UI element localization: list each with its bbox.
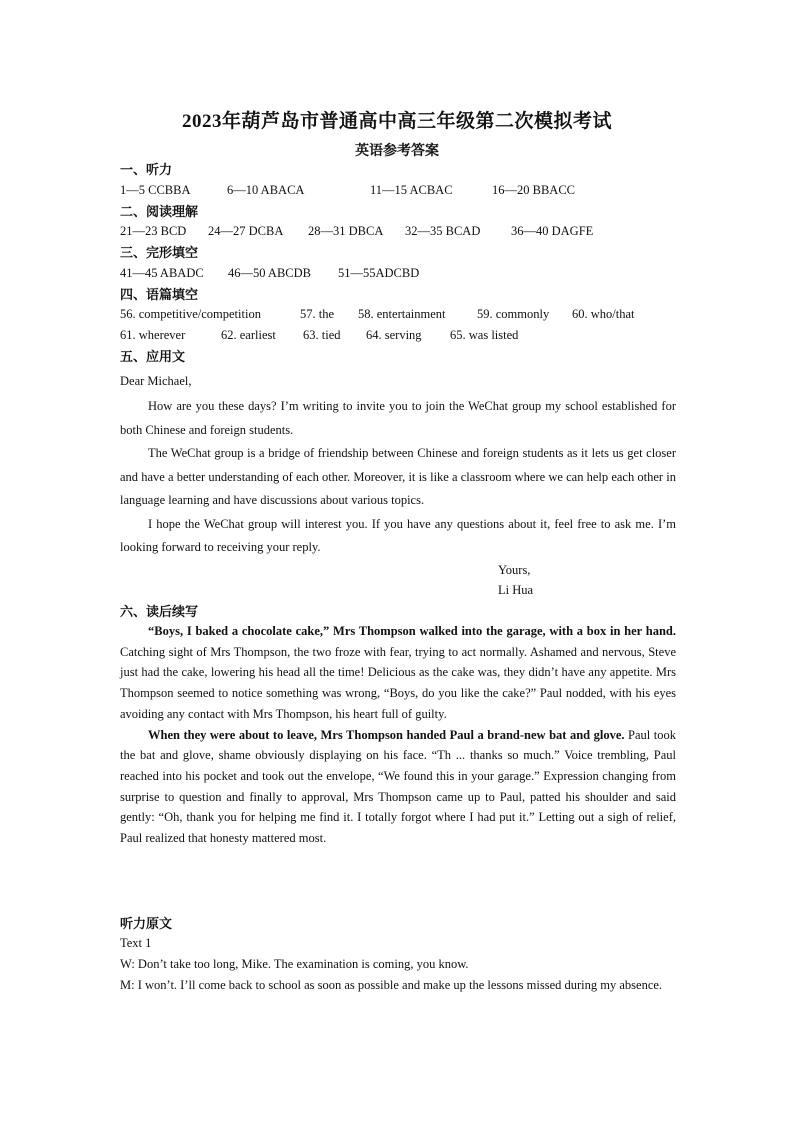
section-writing-heading: 五、应用文 xyxy=(120,349,186,364)
transcript-heading: 听力原文 xyxy=(120,916,173,931)
answer-item: 61. wherever xyxy=(120,328,186,342)
answer-group: 32—35 BCAD xyxy=(405,224,481,238)
answer-item: 60. who/that xyxy=(572,307,635,321)
answer-group: 6—10 ABACA xyxy=(227,183,305,197)
answer-item: 64. serving xyxy=(366,328,422,342)
answer-item: 65. was listed xyxy=(450,328,519,342)
continuation-body xyxy=(120,621,676,849)
paragraph-opening-sentence: When they were about to leave, Mrs Thompson handed Paul a brand-new bat and glove. xyxy=(148,727,625,742)
letter-paragraph: How are you these days? I’m writing to invite you to join the WeChat group my school established for both Chinese and foreign students. xyxy=(120,399,676,437)
answer-group: 41—45 ABADC xyxy=(120,266,204,280)
answer-group: 21—23 BCD xyxy=(120,224,187,238)
answer-item: 57. the xyxy=(300,307,335,321)
paragraph-text: Catching sight of Mrs Thompson, the two froze with fear, trying to act normally. Ashamed and nervous, Steve just had the cake, lowering his head all the time! Delicious as the cake was, they didn’t have any appetite. Mrs Thompson seemed to notice something was wrong, “Boys, do you like the cake?” Paul nodded, with his eyes avoiding any contact with Mrs Thompson, his heart full of guilty. xyxy=(120,644,676,721)
letter-paragraph: The WeChat group is a bridge of friendship between Chinese and foreign students as it lets us get closer and have a better understanding of each other. Moreover, it is like a classroom where we can help each other in language learning and have discussions about various topics. xyxy=(120,446,676,507)
section-listening-heading: 一、听力 xyxy=(120,162,173,177)
answer-item: 56. competitive/competition xyxy=(120,307,261,321)
transcript-line-woman: W: Don’t take too long, Mike. The examination is coming, you know. xyxy=(120,957,469,971)
letter-paragraph: I hope the WeChat group will interest you. If you have any questions about it, feel free to ask me. I’m looking forward to receiving your reply. xyxy=(120,516,676,554)
section-grammar-heading: 四、语篇填空 xyxy=(120,287,199,302)
letter-closing: Yours, xyxy=(498,563,531,577)
letter-greeting: Dear Michael, xyxy=(120,374,192,388)
answer-group: 11—15 ACBAC xyxy=(370,183,453,197)
paragraph-opening-sentence: “Boys, I baked a chocolate cake,” Mrs Thompson walked into the garage, with a box in her hand. xyxy=(148,624,676,638)
answer-group: 16—20 BBACC xyxy=(492,183,576,197)
section-continuation-heading: 六、读后续写 xyxy=(120,604,199,619)
answer-group: 51—55ADCBD xyxy=(338,266,420,280)
page-subtitle: 英语参考答案 xyxy=(355,144,439,159)
continuation-paragraph xyxy=(120,621,676,725)
section-cloze-heading: 三、完形填空 xyxy=(120,245,199,260)
answer-item: 63. tied xyxy=(303,328,341,342)
answer-group: 46—50 ABCDB xyxy=(228,266,312,280)
section-reading-heading: 二、阅读理解 xyxy=(120,204,199,219)
answer-item: 58. entertainment xyxy=(358,307,446,321)
transcript-text-label: Text 1 xyxy=(120,936,152,950)
answer-group: 28—31 DBCA xyxy=(308,224,384,238)
continuation-paragraph xyxy=(120,725,676,849)
letter-body xyxy=(120,395,676,560)
answer-group: 24—27 DCBA xyxy=(208,224,284,238)
page-title: 2023年葫芦岛市普通高中高三年级第二次模拟考试 xyxy=(181,111,612,132)
answer-item: 62. earliest xyxy=(221,328,276,342)
letter-signature: Li Hua xyxy=(498,583,534,597)
paragraph-text: Paul took the bat and glove, shame obviously displaying on his face. “Th ... thanks so much.” Voice trembling, Paul reached into his pocket and took out the envelope, “We found this in your garage.” Expression changing from surprise to question and finally to approval, Mrs Thompson came up to Paul, patted his shoulder and said gently: “Oh, thank you for helping me find it. I totally forgot where I had put it.” Letting out a sigh of relief, Paul realized that honesty mattered most. xyxy=(120,727,676,846)
answer-item: 59. commonly xyxy=(477,307,550,321)
answer-group: 1—5 CCBBA xyxy=(120,183,191,197)
transcript-line-man: M: I won’t. I’ll come back to school as soon as possible and make up the lessons missed during my absence. xyxy=(120,978,663,992)
answer-group: 36—40 DAGFE xyxy=(511,224,594,238)
